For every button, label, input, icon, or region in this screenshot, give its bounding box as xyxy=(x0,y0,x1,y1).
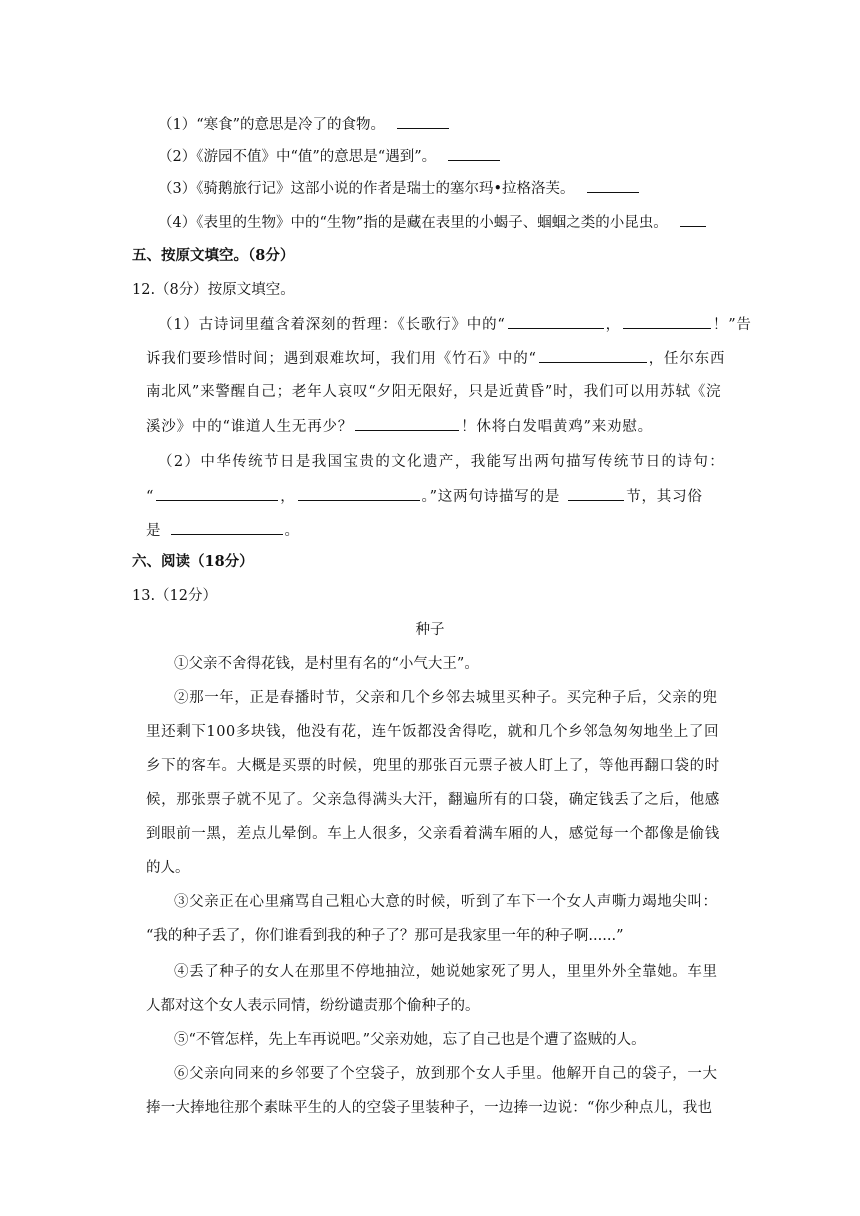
story-paragraph-4-line-2: 人都对这个女人表示同情，纷纷谴责那个偷种子的。 xyxy=(146,998,480,1014)
story-paragraph-2-line-3: 乡下的客车。大概是买票的时候，兜里的那张百元票子被人盯上了，等他再翻口袋的时 xyxy=(146,758,720,774)
question-12-title: 12.（8分）按原文填空。 xyxy=(132,282,295,298)
poem-blank[interactable] xyxy=(355,416,459,431)
poem-fill-line-4: 溪沙》中的“谁道人生无再少？ ！休将白发唱黄鸡”来劝慰。 xyxy=(146,416,653,437)
festival-blank[interactable] xyxy=(156,486,278,501)
judge-item-4-text: （4）《表里的生物》中的“生物”指的是藏在表里的小蝎子、蝈蝈之类的小昆虫。 xyxy=(158,215,668,231)
story-paragraph-2-line-1: ②那一年，正是春播时节，父亲和几个乡邻去城里买种子。买完种子后，父亲的兜 xyxy=(174,690,718,706)
answer-blank[interactable] xyxy=(448,146,500,161)
story-paragraph-4-line-1: ④丢了种子的女人在那里不停地抽泣，她说她家死了男人，里里外外全靠她。车里 xyxy=(174,964,718,980)
story-paragraph-5: ⑤“不管怎样，先上车再说吧。”父亲劝她，忘了自己也是个遭了盗贼的人。 xyxy=(174,1032,646,1048)
story-paragraph-6-line-1: ⑥父亲向同来的乡邻要了个空袋子，放到那个女人手里。他解开自己的袋子，一大 xyxy=(174,1066,718,1082)
answer-blank[interactable] xyxy=(587,178,639,193)
poem-fill-line-1: （1）古诗词里蕴含着深刻的哲理：《长歌行》中的“ ， ！”告 xyxy=(158,314,752,335)
story-title: 种子 xyxy=(415,622,445,638)
answer-blank[interactable] xyxy=(680,212,706,227)
story-paragraph-2-line-4: 候，那张票子就不见了。父亲急得满头大汗，翻遍所有的口袋，确定钱丢了之后，他感 xyxy=(146,792,720,808)
festival-blank[interactable] xyxy=(298,486,420,501)
festival-fill-line-2: “ ， 。”这两句诗描写的是 节，其习俗 xyxy=(146,486,703,507)
story-paragraph-6-line-2: 捧一大捧地往那个素昧平生的人的空袋子里装种子，一边捧一边说：“你少种点儿，我也 xyxy=(146,1100,713,1116)
story-paragraph-2-line-6: 的人。 xyxy=(146,860,190,876)
poem-blank[interactable] xyxy=(539,348,647,363)
festival-fill-line-3: 是 。 xyxy=(146,520,299,541)
judge-item-3-text: （3）《骑鹅旅行记》这部小说的作者是瑞士的塞尔玛•拉格洛芙。 xyxy=(158,181,575,197)
festival-fill-line-1: （2）中华传统节日是我国宝贵的文化遗产，我能写出两句描写传统节日的诗句： xyxy=(158,454,726,470)
question-13-title: 13.（12分） xyxy=(132,588,218,604)
poem-blank[interactable] xyxy=(508,314,604,329)
poem-fill-line-2: 诉我们要珍惜时间；遇到艰难坎坷，我们用《竹石》中的“ ，任尔东西 xyxy=(146,348,725,369)
festival-name-blank[interactable] xyxy=(568,486,624,501)
answer-blank[interactable] xyxy=(397,114,449,129)
story-paragraph-3-line-2: “我的种子丢了，你们谁看到我的种子了？那可是我家里一年的种子啊......” xyxy=(146,928,624,944)
judge-item-3 xyxy=(158,178,641,199)
poem-fill-line-3: 南北风”来警醒自己；老年人哀叹“夕阳无限好，只是近黄昏”时，我们可以用苏轼《浣 xyxy=(146,384,722,400)
story-paragraph-1: ①父亲不舍得花钱，是村里有名的“小气大王”。 xyxy=(174,656,479,672)
custom-blank[interactable] xyxy=(171,520,283,535)
judge-item-1 xyxy=(158,114,451,135)
story-paragraph-3-line-1: ③父亲正在心里痛骂自己粗心大意的时候，听到了车下一个女人声嘶力竭地尖叫： xyxy=(174,894,718,910)
poem-blank[interactable] xyxy=(623,314,711,329)
judge-item-4 xyxy=(158,212,708,233)
story-paragraph-2-line-5: 到眼前一黑，差点儿晕倒。车上人很多，父亲看着满车厢的人，感觉每一个都像是偷钱 xyxy=(146,826,720,842)
judge-item-2 xyxy=(158,146,502,167)
judge-item-1-text: （1）“寒食”的意思是冷了的食物。 xyxy=(158,117,386,133)
judge-item-2-text: （2）《游园不值》中“值”的意思是“遇到”。 xyxy=(158,149,437,165)
story-paragraph-2-line-2: 里还剩下100多块钱，他没有花，连午饭都没舍得吃，就和几个乡邻急匆匆地坐上了回 xyxy=(146,724,720,740)
section-5-heading: 五、按原文填空。（8分） xyxy=(132,247,295,264)
section-6-heading: 六、阅读（18分） xyxy=(132,553,254,570)
